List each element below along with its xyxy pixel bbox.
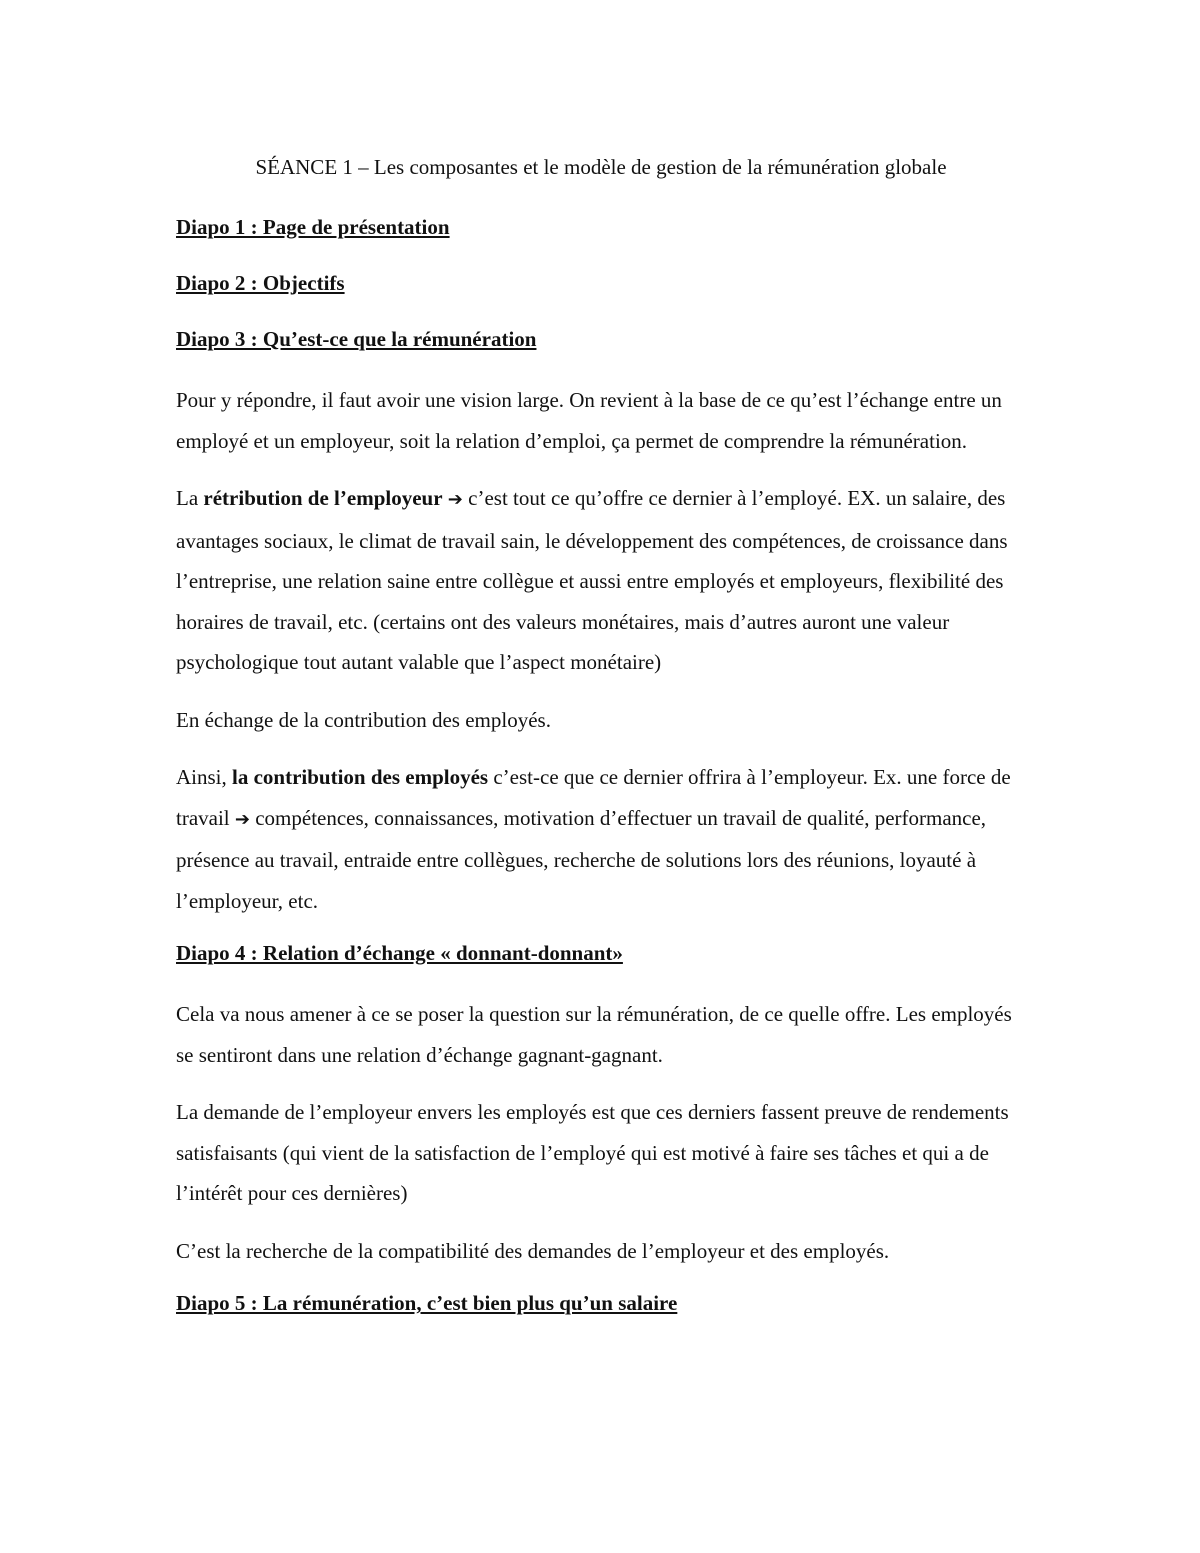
- bold-term-contribution: la contribution des employés: [232, 765, 489, 789]
- paragraph-text: c’est tout ce qu’offre ce dernier à l’employé. EX. un salaire, des avantages sociaux, le climat de travail sain, le développement des compétences, de croissance dans l’entreprise, une relation saine entre collègue et aussi entre employés et employeurs, flexibilité des horaires de travail, etc. (certains ont des valeurs monétaires, mais d’autres auront une valeur psychologique tout autant valable que l’aspect monétaire): [176, 486, 1008, 674]
- arrow-right-icon: ➔: [234, 808, 250, 830]
- heading-diapo-4: Diapo 4 : Relation d’échange « donnant-donnant»: [176, 941, 623, 965]
- paragraph-echange-contribution: En échange de la contribution des employés.: [176, 707, 551, 732]
- document-body: [176, 152, 1026, 1344]
- paragraph-text: La: [176, 486, 204, 510]
- heading-diapo-2: Diapo 2 : Objectifs: [176, 271, 345, 295]
- heading-diapo-3: Diapo 3 : Qu’est-ce que la rémunération: [176, 327, 537, 351]
- paragraph-text: Ainsi,: [176, 765, 233, 789]
- paragraph-demande-employeur: La demande de l’employeur envers les employés est que ces derniers fassent preuve de rendements satisfaisants (qui vient de la satisfaction de l’employé qui est motivé à faire ses tâches et qui a de l’intérêt pour ces dernières): [176, 1100, 1009, 1205]
- paragraph-question-remuneration: Cela va nous amener à ce se poser la question sur la rémunération, de ce quelle offre. Les employés se sentiront dans une relation d’échange gagnant-gagnant.: [176, 1002, 1012, 1067]
- paragraph-contribution-employes: [176, 757, 1026, 921]
- paragraph-compatibilite: C’est la recherche de la compatibilité des demandes de l’employeur et des employés.: [176, 1238, 890, 1263]
- paragraph-text: c’est-ce que ce dernier offrira à l’employeur. Ex. une force de travail: [176, 765, 1011, 830]
- paragraph-retribution-employeur: [176, 478, 1026, 683]
- heading-diapo-1: Diapo 1 : Page de présentation: [176, 215, 450, 239]
- paragraph-text: compétences, connaissances, motivation d’effectuer un travail de qualité, performance, présence au travail, entraide entre collègues, recherche de solutions lors des réunions, loyauté à l’employeur, etc.: [176, 805, 987, 913]
- document-title: SÉANCE 1 – Les composantes et le modèle de gestion de la rémunération globale: [255, 155, 947, 179]
- heading-diapo-5: Diapo 5 : La rémunération, c’est bien plus qu’un salaire: [176, 1291, 678, 1315]
- bold-term-retribution: rétribution de l’employeur: [203, 486, 443, 510]
- paragraph-vision-large: Pour y répondre, il faut avoir une vision large. On revient à la base de ce qu’est l’échange entre un employé et un employeur, soit la relation d’emploi, ça permet de comprendre la rémunération.: [176, 388, 1002, 453]
- arrow-right-icon: ➔: [447, 489, 463, 510]
